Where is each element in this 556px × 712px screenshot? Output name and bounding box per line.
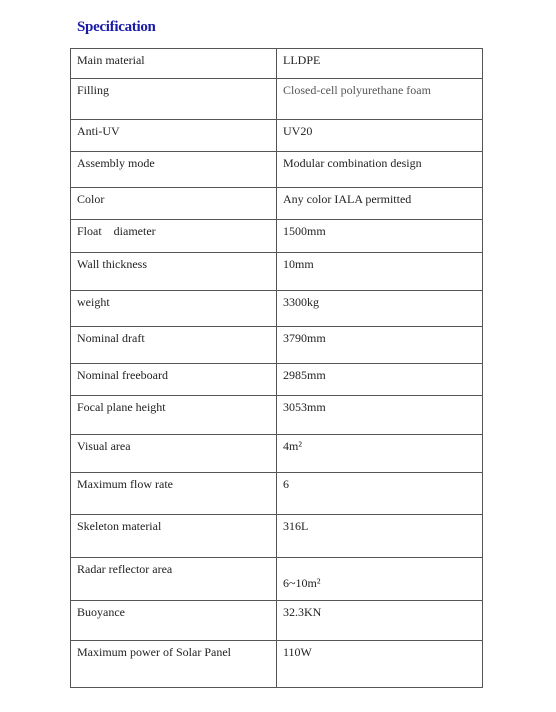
spec-label: Focal plane height bbox=[71, 396, 277, 435]
spec-label: Maximum flow rate bbox=[71, 473, 277, 515]
spec-value: Any color IALA permitted bbox=[277, 188, 483, 220]
table-row bbox=[71, 220, 483, 253]
spec-value: UV20 bbox=[277, 120, 483, 152]
spec-label: weight bbox=[71, 291, 277, 327]
spec-label: Maximum power of Solar Panel bbox=[71, 641, 277, 688]
table-row bbox=[71, 364, 483, 396]
table-row bbox=[71, 49, 483, 79]
specification-table bbox=[70, 48, 483, 688]
spec-value: 6~10m² bbox=[283, 576, 321, 590]
table-row bbox=[71, 601, 483, 641]
spec-label: Anti-UV bbox=[71, 120, 277, 152]
spec-label: Nominal draft bbox=[71, 327, 277, 364]
spec-label: Wall thickness bbox=[71, 253, 277, 291]
spec-value: 1500mm bbox=[277, 220, 483, 253]
table-row bbox=[71, 327, 483, 364]
spec-value: LLDPE bbox=[277, 49, 483, 79]
table-row bbox=[71, 641, 483, 688]
table-row bbox=[71, 558, 483, 601]
spec-value: 4m² bbox=[277, 435, 483, 473]
spec-label: Radar reflector area bbox=[71, 558, 277, 601]
table-row bbox=[71, 291, 483, 327]
spec-value: 316L bbox=[277, 515, 483, 558]
spec-label: Visual area bbox=[71, 435, 277, 473]
spec-label: Assembly mode bbox=[71, 152, 277, 188]
page-title: Specification bbox=[77, 19, 156, 35]
table-row bbox=[71, 515, 483, 558]
spec-value: Closed-cell polyurethane foam bbox=[277, 79, 483, 120]
spec-value: 3300kg bbox=[277, 291, 483, 327]
spec-label: Filling bbox=[71, 79, 277, 120]
spec-value: 32.3KN bbox=[277, 601, 483, 641]
spec-value: 3790mm bbox=[277, 327, 483, 364]
spec-value: 110W bbox=[277, 641, 483, 688]
table-row bbox=[71, 435, 483, 473]
spec-value: 3053mm bbox=[277, 396, 483, 435]
spec-value: Modular combination design bbox=[277, 152, 483, 188]
spec-value: 2985mm bbox=[277, 364, 483, 396]
table-row bbox=[71, 152, 483, 188]
table-row bbox=[71, 188, 483, 220]
spec-value-cell bbox=[277, 558, 483, 601]
spec-label: Main material bbox=[71, 49, 277, 79]
spec-label: Skeleton material bbox=[71, 515, 277, 558]
spec-label: Color bbox=[71, 188, 277, 220]
table-row bbox=[71, 473, 483, 515]
table-row bbox=[71, 79, 483, 120]
spec-label: Buoyance bbox=[71, 601, 277, 641]
table-row bbox=[71, 253, 483, 291]
spec-value: 6 bbox=[277, 473, 483, 515]
spec-value: 10mm bbox=[277, 253, 483, 291]
table-row bbox=[71, 396, 483, 435]
spec-label: Float diameter bbox=[71, 220, 277, 253]
table-row bbox=[71, 120, 483, 152]
spec-label: Nominal freeboard bbox=[71, 364, 277, 396]
